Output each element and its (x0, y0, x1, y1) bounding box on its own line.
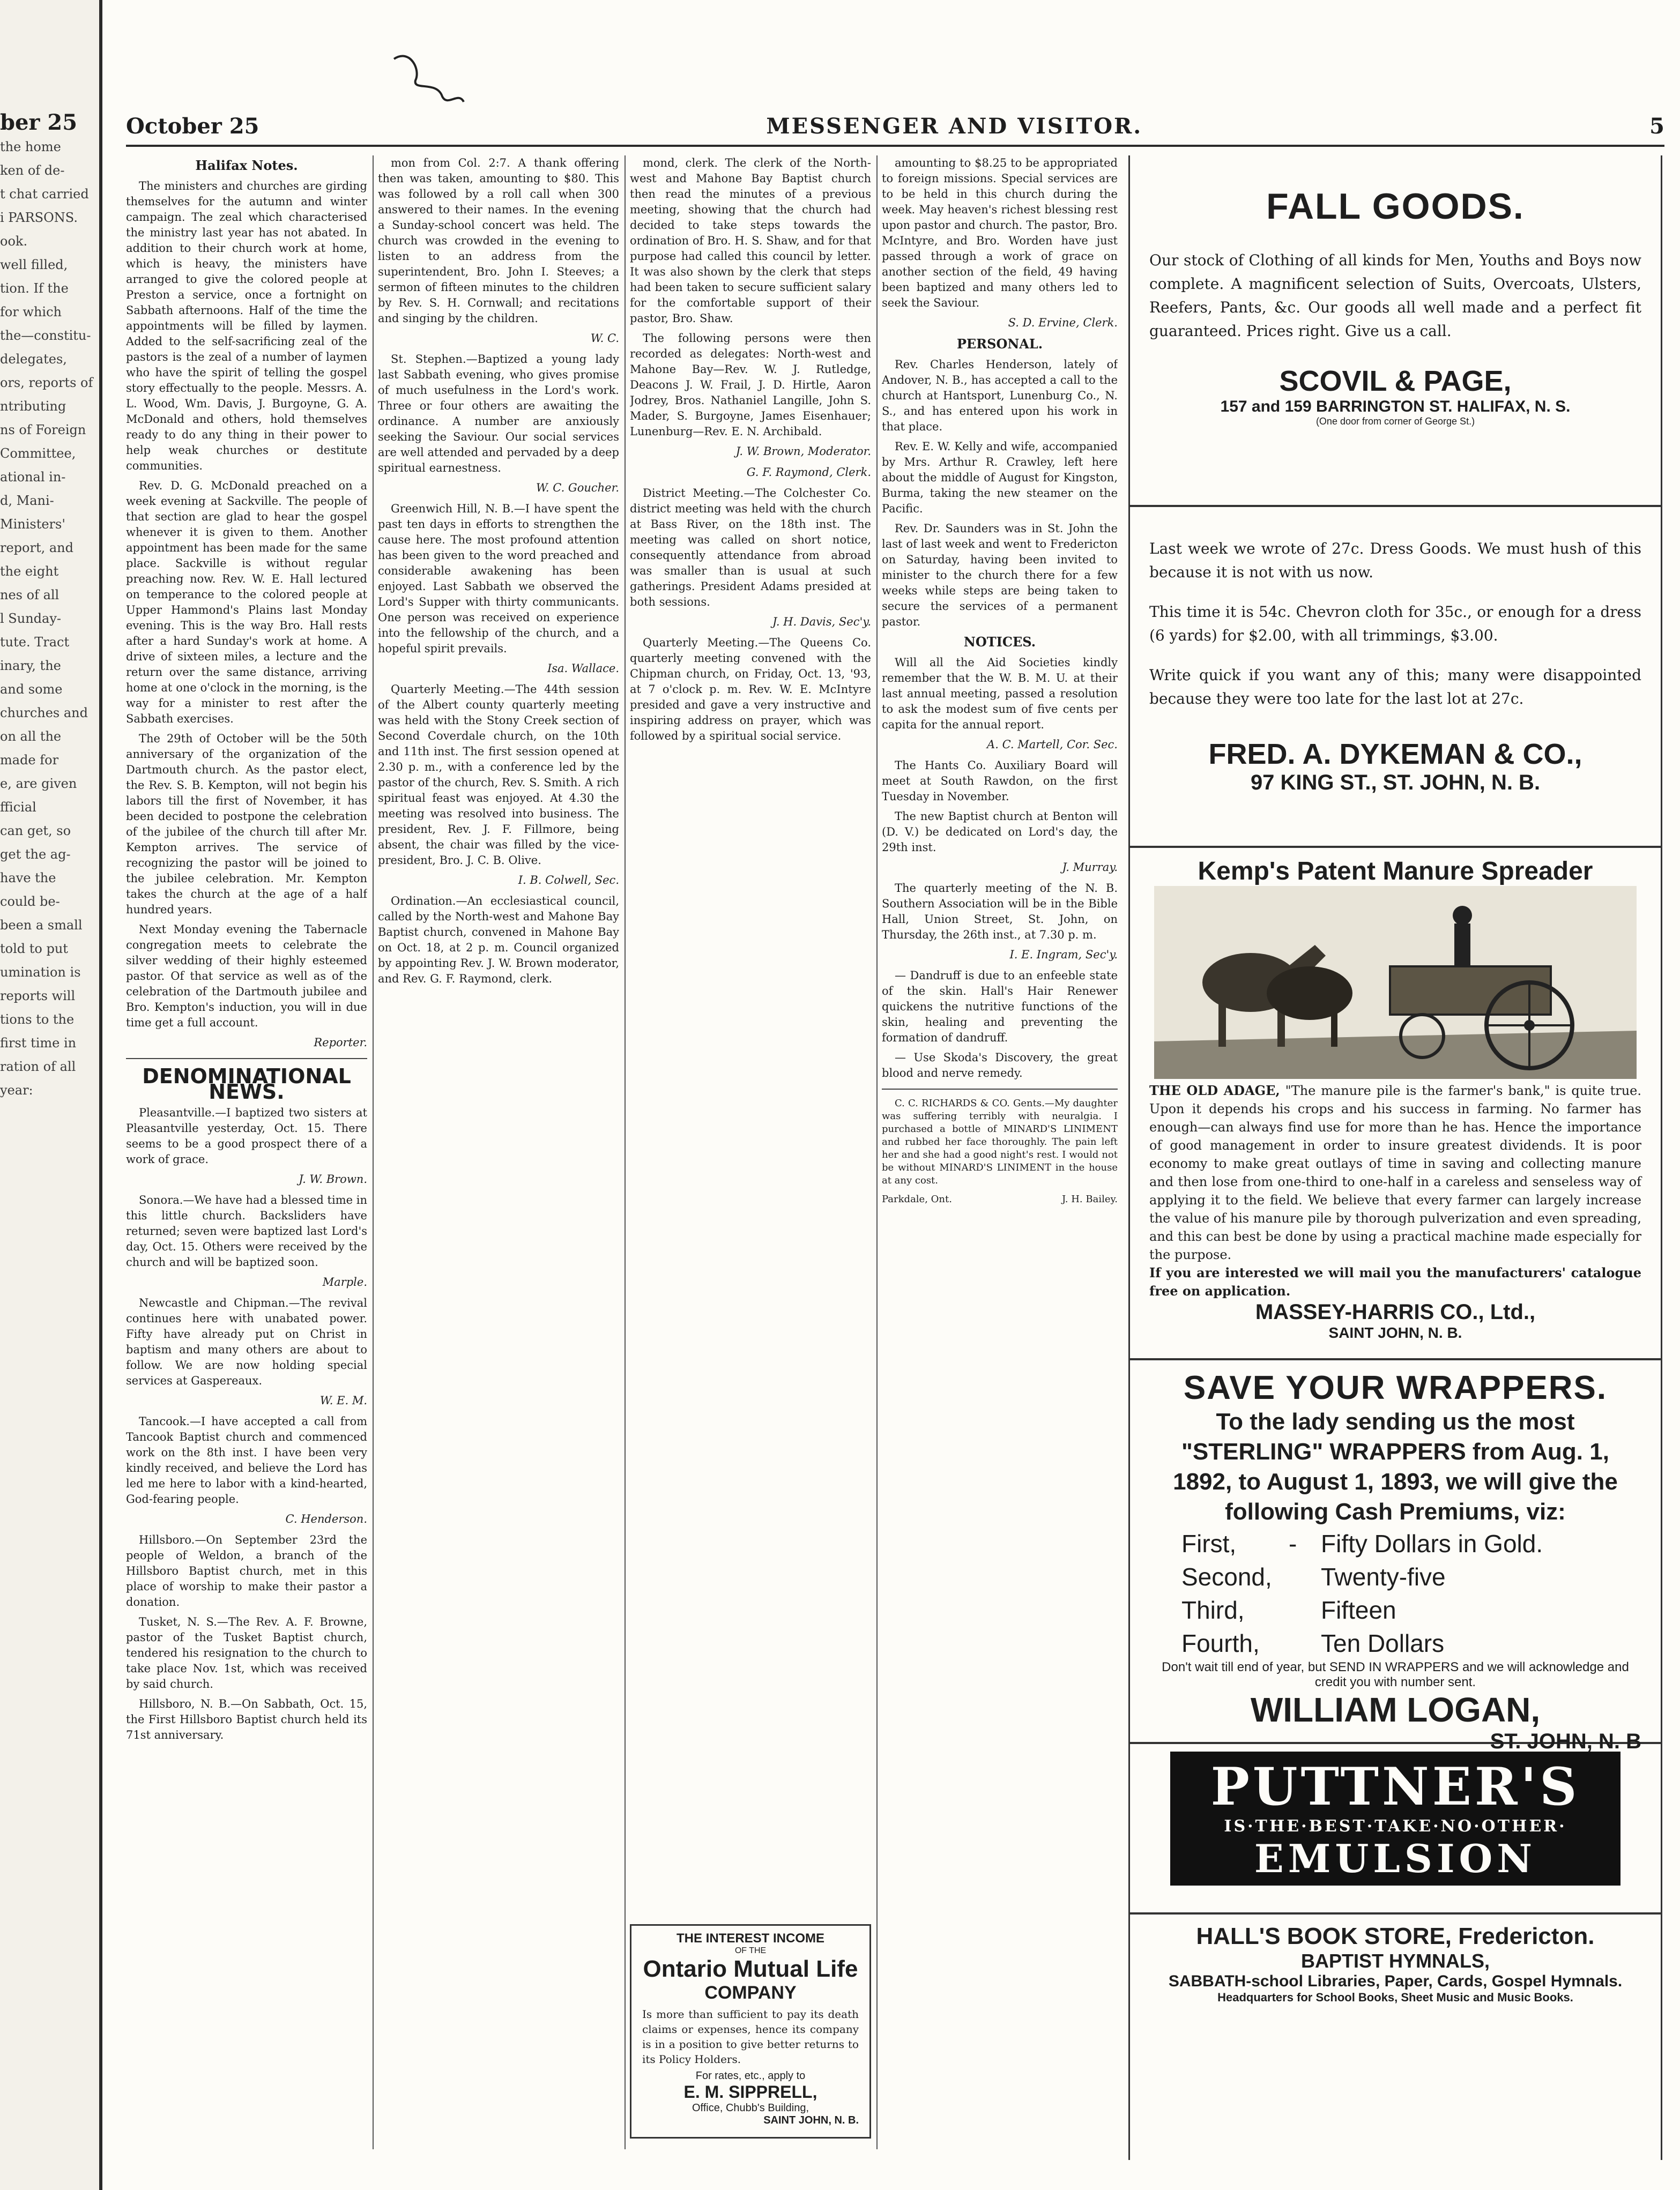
issue-date: October 25 (126, 113, 259, 139)
prize-amount: Fifty Dollars in Gold. (1321, 1530, 1543, 1558)
denominational-news-heading: DENOMINATIONAL NEWS. (142, 1064, 351, 1104)
signature: W. C. Goucher. (536, 481, 619, 494)
mutual-city: SAINT JOHN, N. B. (763, 2114, 859, 2126)
signature: I. E. Ingram, Sec'y. (1009, 948, 1118, 961)
article-paragraph: Quarterly Meeting.—The 44th session of the Albert county quarterly meeting was held with the Stony Creek section of Second Coverdale church, on the 10th and 11th inst. The first session opened at 2.30 p. m., with a conference led by the pastor of the church, Rev. S. Smith. A rich spiritual feast was enjoyed. At 4.30 the meeting was resolved into business. The president, Rev. J. F. Fillmore, being absent, the chair was filled by the vice-president, Bro. J. C. B. Olive. (378, 683, 619, 867)
news-item: Hillsboro.—On September 23rd the people of Weldon, a branch of the Hillsboro Baptist church, met in this place of worship to make their pastor a donation. (126, 1533, 367, 1608)
previous-page-line: ration of all (0, 1059, 76, 1074)
testimonial-signature: J. H. Bailey. (1061, 1194, 1118, 1205)
mutual-line-2: OF THE (734, 1946, 767, 1955)
kemp-title: Kemp's Patent Manure Spreader (1198, 857, 1593, 885)
signature: J. Murray. (1062, 861, 1118, 874)
fall-goods-title: FALL GOODS. (1266, 186, 1525, 227)
masthead (126, 107, 1664, 147)
signature: C. Henderson. (285, 1513, 367, 1525)
wrappers-note: Don't wait till end of year, but SEND IN WRAPPERS and we will acknowledge and credit you with number sent. (1162, 1660, 1629, 1689)
previous-page-line: the eight (0, 564, 59, 579)
puttner-name: PUTTNER'S (1210, 1756, 1580, 1817)
prize-amount: Twenty-five (1321, 1563, 1446, 1591)
previous-page-line: and some (0, 682, 63, 697)
previous-page-line: delegates, (0, 352, 67, 367)
prize-sep (1289, 1560, 1321, 1593)
mutual-line-1: THE INTEREST INCOME (676, 1931, 824, 1946)
article-paragraph: Will all the Aid Societies kindly remember that the W. B. M. U. at their last annual meeting, passed a resolution to ask the modest sum of five cents per capita for the annual report. (882, 656, 1118, 731)
article-paragraph: St. Stephen.—Baptized a young lady last Sabbath evening, who gives promise of much usefulness in the Lord's work. Three or four others are awaiting the ordinance. A number are anxiously seeking the Saviour. Our social services are well attended and pervaded by a deep spiritual earnestness. (378, 353, 619, 474)
text-columns (126, 155, 1659, 2171)
halls-line-1: BAPTIST HYMNALS, (1300, 1950, 1490, 1972)
puttner-product: EMULSION (1254, 1835, 1537, 1881)
column-1 (126, 155, 367, 2149)
column-4 (882, 155, 1118, 2149)
puttner-emulsion-banner (1170, 1752, 1620, 1886)
signature: I. B. Colwell, Sec. (518, 874, 619, 887)
dykeman-body-1: Last week we wrote of 27c. Dress Goods. We must hush of this because it is not with us now. (1149, 540, 1641, 581)
scovil-page-note: (One door from corner of George St.) (1315, 416, 1475, 427)
article-paragraph: mond, clerk. The clerk of the North-west and Mahone Bay Baptist church then read the minutes of a previous meeting, showing that the church had decided to take steps towards the ordination of Bro. H. S. Shaw, and for that purpose had called this council by letter. It was also shown by the clerk that steps had been taken to secure sufficient salary for the comfortable support of their pastor, Bro. Shaw. (630, 157, 871, 325)
halls-book-store-ad (1130, 1915, 1661, 2071)
signature: J. W. Brown, Moderator. (735, 445, 871, 458)
previous-page-line: ns of Foreign (0, 422, 86, 437)
signature: S. D. Ervine, Clerk. (1008, 316, 1118, 329)
mutual-agent: E. M. SIPPRELL, (683, 2082, 817, 2102)
ontario-mutual-ad (630, 1924, 871, 2139)
paper-title: MESSENGER AND VISITOR. (766, 113, 1143, 139)
prize-amount: Fifteen (1321, 1596, 1396, 1624)
signature: W. E. M. (319, 1394, 367, 1407)
previous-page-line: inary, the (0, 658, 61, 673)
signature: Marple. (322, 1276, 367, 1288)
article-paragraph: — Dandruff is due to an enfeeble state of the skin. Hall's Hair Renewer quickens the nutritive functions of the skin, healing and preventing the formation of dandruff. (882, 969, 1118, 1044)
previous-page-line: ntributing (0, 399, 66, 414)
notices-subhead: NOTICES. (963, 634, 1036, 650)
news-item: Tusket, N. S.—The Rev. A. F. Browne, pastor of the Tusket Baptist church, tendered his resignation to the church to take place Nov. 1st, which was received by said church. (126, 1615, 367, 1690)
previous-page-line: been a small (0, 918, 83, 933)
previous-page-line: get the ag- (0, 847, 71, 862)
fall-goods-body: Our stock of Clothing of all kinds for Men, Youths and Boys now complete. A magnificent selection of Suits, Overcoats, Ulsters, Reefers, Pants, &c. Our goods all well made and a perfect fit guaranteed. Prices right. Give us a call. (1149, 251, 1641, 340)
advertisement-column (1128, 155, 1662, 2160)
mutual-rates: For rates, etc., apply to (695, 2070, 806, 2082)
article-paragraph: The new Baptist church at Benton will (D. V.) be dedicated on Lord's day, the 29th inst. (882, 810, 1118, 854)
horse-spreader-illustration (1154, 886, 1637, 1079)
wrappers-ad (1130, 1360, 1661, 1753)
previous-page-line: ors, reports of (0, 375, 93, 390)
testimonial-place: Parkdale, Ont. (882, 1194, 952, 1205)
prize-sep (1289, 1593, 1321, 1627)
previous-page-line: churches and (0, 705, 88, 720)
column-2 (378, 155, 619, 2149)
divider (126, 1058, 367, 1059)
news-item: Tancook.—I have accepted a call from Tancook Baptist church and commenced work on the 8th inst. I have been very kindly received, and believe the Lord has led me here to labor with a kind-hearted, God-fearing people. (126, 1415, 367, 1506)
scovil-page-address: 157 and 159 BARRINGTON ST. HALIFAX, N. S. (1220, 398, 1571, 415)
halls-line-2: SABBATH-school Libraries, Paper, Cards, Gospel Hymnals. (1168, 1972, 1623, 1990)
news-item: Hillsboro, N. B.—On Sabbath, Oct. 15, the First Hillsboro Baptist church held its 71st anniversary. (126, 1697, 367, 1741)
article-paragraph: The following persons were then recorded as delegates: North-west and Mahone Bay—Rev. W. J. Rutledge, Deacons J. W. Frail, J. D. Hirtle, Aaron Jodrey, Bros. Nathaniel Langille, John S. Mader, S. Burgoyne, James Eisenhauer; Lunenburg—Rev. E. N. Archibald. (630, 332, 871, 438)
halls-firm: HALL'S BOOK STORE, Fredericton. (1196, 1923, 1595, 1949)
article-paragraph: Rev. E. W. Kelly and wife, accompanied by Mrs. Arthur R. Crawley, left here about the middle of August for Kingston, Burma, taking the new steamer on the Pacific. (882, 440, 1118, 515)
logan-city: ST. JOHN, N. B (1490, 1730, 1641, 1753)
adage-close: If you are interested we will mail you the manufacturers' catalogue free on application. (1149, 1265, 1641, 1299)
wrappers-title: SAVE YOUR WRAPPERS. (1183, 1369, 1608, 1406)
previous-page-line: could be- (0, 894, 60, 909)
divider (882, 1089, 1118, 1090)
article-paragraph: The ministers and churches are girding themselves for the autumn and winter campaign. The zeal which characterised the ministry last year has not abated. In addition to their church work at home, which is heavy, the ministers have arranged to give the colored people at Preston a service, once a fortnight on Sabbath afternoons. Half of the time the appointments will be filled by laymen. Added to the self-sacrificing zeal of the pastors is the zeal of a number of laymen who have the spirit of telling the gospel story effectually to the people. Messrs. A. L. Wood, Wm. Davis, J. Burgoyne, G. A. McDonald and others, hold themselves ready to do any thing in their power to help weak churches or destitute communities. (126, 180, 367, 472)
news-item: Newcastle and Chipman.—The revival continues here with unabated power. Fifty have already put on Christ in baptism and many others are about to follow. We are now holding special services at Gaspereaux. (126, 1297, 367, 1387)
prize-sep (1289, 1627, 1321, 1660)
article-paragraph: Next Monday evening the Tabernacle congregation meets to celebrate the silver wedding of their highly esteemed pastor. Of that service as well as of the celebration of the Dartmouth jubilee and Bro. Kempton's induction, you will in due time get a full account. (126, 923, 367, 1029)
article-paragraph: Rev. D. G. McDonald preached on a week evening at Sackville. The people of that section are glad to hear the gospel whenever it is given to them. Another appointment has been made for the same place. Sackville is without regular preaching now. Rev. W. E. Hall lectured on temperance to the colored people at Upper Hammond's Plains last Monday evening. This is the way Bro. Hall rests after a hard Sunday's work at home. A drive of sixteen miles, a lecture and the return over the same distance, arriving home at one o'clock in the morning, is the way for a minister to rest after the Sabbath exercises. (126, 479, 367, 725)
halifax-notes-heading: Halifax Notes. (195, 158, 298, 173)
prize-place: First, (1181, 1530, 1237, 1558)
dykeman-ad (1130, 507, 1661, 848)
previous-page-line: year: (0, 1083, 33, 1098)
mutual-body: Is more than sufficient to pay its death claims or expenses, hence its company is in a position to give better returns to its Policy Holders. (642, 2008, 859, 2066)
minard-testimonial: C. C. RICHARDS & CO. Gents.—My daughter was suffering terribly with neuralgia. I purchased a bottle of MINARD'S LINIMENT and rubbed her face thoroughly. The pain left her and she had a good night's rest. I would not be without MINARD'S LINIMENT in the house at any cost. (882, 1098, 1118, 1186)
article-paragraph: Quarterly Meeting.—The Queens Co. quarterly meeting convened with the Chipman church, on Friday, Oct. 13, '93, at 7 o'clock p. m. Rev. W. E. McIntyre presided and gave a very instructive and inspiring address on prayer, which was followed by a spiritual social service. (630, 636, 871, 742)
dykeman-firm: FRED. A. DYKEMAN & CO., (1208, 738, 1582, 770)
previous-page-line: Committee, (0, 446, 76, 461)
previous-page-line: on all the (0, 729, 62, 744)
adage-body: "The manure pile is the farmer's bank," is quite true. Upon it depends his crops and his success in farming. No farmer has enough—can always find use for more than he has. Hence the importance of good management in order to insure greatest dividends. It is poor economy to make great outlays of time in saving and collecting manure and then lose from one-third to one-half in a careless and senseless way of applying it to the field. We believe that every farmer can largely increase the value of his manure pile by thorough pulverization and even spreading, and this can best be done by using a practical machine made especially for the purpose. (1149, 1083, 1641, 1262)
previous-page-line: nes of all (0, 587, 60, 602)
mutual-office: Office, Chubb's Building, (692, 2102, 809, 2114)
article-paragraph: Rev. Charles Henderson, lately of Andover, N. B., has accepted a call to the church at Hantsport, Lunenburg Co., N. S., and has entered upon his work in that place. (882, 358, 1118, 433)
article-paragraph: — Use Skoda's Discovery, the great blood and nerve remedy. (882, 1051, 1118, 1079)
previous-page-line: made for (0, 753, 59, 768)
prize-sep: - (1289, 1530, 1297, 1558)
previous-page-header: ber 25 (0, 110, 78, 135)
adage-lead: THE OLD ADAGE, (1149, 1083, 1280, 1098)
article-paragraph: Ordination.—An ecclesiastical council, called by the North-west and Mahone Bay Baptist church, convened in Mahone Bay on Oct. 18, at 2 p. m. Council organized by appointing Rev. J. W. Brown moderator, and Rev. G. F. Raymond, clerk. (378, 895, 619, 985)
signature: J. W. Brown. (299, 1173, 367, 1186)
massey-city: SAINT JOHN, N. B. (1328, 1324, 1462, 1341)
previous-page-line: fficial (0, 800, 36, 815)
signature: A. C. Martell, Cor. Sec. (987, 738, 1118, 751)
logan-firm: WILLIAM LOGAN, (1250, 1690, 1541, 1729)
personal-subhead: PERSONAL. (956, 336, 1043, 352)
signature: Isa. Wallace. (547, 662, 619, 675)
previous-page-line: have the (0, 870, 56, 885)
news-item: Pleasantville.—I baptized two sisters at Pleasantville yesterday, Oct. 15. There seems to be a good prospect there of a work of grace. (126, 1106, 367, 1166)
previous-page-line: ational in- (0, 470, 66, 485)
article-paragraph: The 29th of October will be the 50th anniversary of the organization of the Dartmouth church. As the pastor elect, the Rev. S. B. Kempton, will not begin his labors till the first of November, it has been decided to postpone the celebration of the jubilee of the church till after Mr. Kempton arrives. The service of recognizing the pastor will be joined to the jubilee celebration. Mr. Kempton takes the church at the age of a half hundred years. (126, 732, 367, 916)
column-divider (876, 155, 878, 2149)
column-divider (373, 155, 374, 2149)
puttner-slogan: IS·THE·BEST·TAKE·NO·OTHER· (1224, 1816, 1567, 1836)
previous-page-line: t chat carried (0, 187, 89, 202)
article-paragraph: The quarterly meeting of the N. B. Southern Association will be in the Bible Hall, Union Street, St. John, on Thursday, the 26th inst., at 7.30 p. m. (882, 882, 1118, 941)
newspaper-page (110, 0, 1664, 2190)
scovil-page-firm: SCOVIL & PAGE, (1279, 365, 1512, 397)
column-divider (625, 155, 626, 2149)
previous-page-line: umination is (0, 965, 81, 980)
previous-page-line: ken of de- (0, 163, 65, 178)
dykeman-body-2: This time it is 54c. Chevron cloth for 35c., or enough for a dress (6 yards) for $2.00, with all trimmings, $3.00. (1149, 603, 1641, 644)
prize-place: Second, (1181, 1563, 1272, 1591)
signature: J. H. Davis, Sec'y. (772, 615, 871, 628)
previous-page-line: first time in (0, 1036, 77, 1051)
scan-pen-mark (389, 48, 469, 113)
previous-page-line: report, and (0, 540, 73, 555)
previous-page-line: the—constitu- (0, 328, 91, 343)
mutual-line-4: COMPANY (704, 1983, 797, 2003)
previous-page-line: tion. If the (0, 281, 69, 296)
wrappers-body: To the lady sending us the most "STERLING" WRAPPERS from Aug. 1, 1892, to August 1, 1893, we will give the following Cash Premiums, viz: (1173, 1409, 1618, 1525)
signature: Reporter. (314, 1036, 367, 1049)
previous-page-line: e, are given (0, 776, 77, 791)
previous-page-strip (0, 0, 102, 2190)
fall-goods-ad (1130, 155, 1661, 507)
news-item: Sonora.—We have had a blessed time in this little church. Backsliders have returned; seven were baptized last Lord's day, Oct. 15. Others were received by the church and will be baptized soon. (126, 1194, 367, 1269)
previous-page-line: told to put (0, 941, 68, 956)
previous-page-lines (0, 135, 99, 1102)
dykeman-address: 97 KING ST., ST. JOHN, N. B. (1250, 771, 1541, 794)
previous-page-line: can get, so (0, 823, 71, 838)
kemp-spreader-ad (1130, 848, 1661, 1360)
previous-page-line: tute. Tract (0, 635, 70, 650)
page-number: 5 (1649, 113, 1664, 139)
massey-firm: MASSEY-HARRIS CO., Ltd., (1255, 1300, 1536, 1324)
mutual-line-3: Ontario Mutual Life (643, 1956, 858, 1982)
article-paragraph: The Hants Co. Auxiliary Board will meet at South Rawdon, on the first Tuesday in November. (882, 759, 1118, 803)
prize-place: Fourth, (1181, 1629, 1260, 1657)
prize-amount: Ten Dollars (1321, 1629, 1445, 1657)
column-3 (630, 155, 871, 2149)
article-paragraph: Rev. Dr. Saunders was in St. John the last of last week and went to Fredericton on Saturday, having been invited to minister to the church there for a few weeks while steps are being taken to secure the services of a permanent pastor. (882, 522, 1118, 628)
prize-place: Third, (1181, 1596, 1245, 1624)
article-paragraph: District Meeting.—The Colchester Co. district meeting was held with the church at Bass River, on the 18th inst. The meeting was called on short notice, consequently attendance from abroad was smaller than is usual at such gatherings. President Adams presided at both sessions. (630, 487, 871, 608)
previous-page-line: tions to the (0, 1012, 75, 1027)
dykeman-body-3: Write quick if you want any of this; many were disappointed because they were too late for the last lot at 27c. (1149, 666, 1641, 707)
article-paragraph: amounting to $8.25 to be appropriated to foreign missions. Special services are to be held in this church during the week. May heaven's richest blessing rest upon pastor and church. The pastor, Bro. McIntyre, and Bro. Worden have just passed through a work of grace on another section of the field, 49 having been baptized and many others led to seek the Saviour. (882, 157, 1118, 309)
previous-page-line: the home (0, 139, 61, 154)
previous-page-line: ook. (0, 234, 28, 249)
article-paragraph: mon from Col. 2:7. A thank offering then was taken, amounting to $80. This was followed by a roll call when 300 answered to their names. In the evening a Sunday-school concert was held. The church was crowded in the evening to listen to an address from the superintendent, Bro. John I. Steeves; a sermon of fifteen minutes to the children by Rev. S. H. Cornwall; and recitations and singing by the children. (378, 157, 619, 325)
puttner-ad (1130, 1752, 1661, 1915)
previous-page-line: reports will (0, 988, 76, 1003)
previous-page-line: well filled, (0, 257, 68, 272)
prize-list (1149, 1527, 1641, 1660)
previous-page-line: l Sunday- (0, 611, 61, 626)
article-paragraph: Greenwich Hill, N. B.—I have spent the past ten days in efforts to strengthen the cause here. The most profound attention has been given to the word preached and considerable awakening has been enjoyed. Last Sabbath we observed the Lord's Supper with thirty communicants. One person was received on experience into the fellowship of the church, and a hopeful spirit prevails. (378, 502, 619, 655)
previous-page-line: i PARSONS. (0, 210, 78, 225)
previous-page-line: for which (0, 304, 62, 319)
signature: G. F. Raymond, Clerk. (746, 466, 871, 479)
halls-line-3: Headquarters for School Books, Sheet Music and Music Books. (1217, 1991, 1573, 2004)
previous-page-line: Ministers' (0, 517, 65, 532)
previous-page-line: d, Mani- (0, 493, 54, 508)
signature: W. C. (590, 332, 619, 345)
